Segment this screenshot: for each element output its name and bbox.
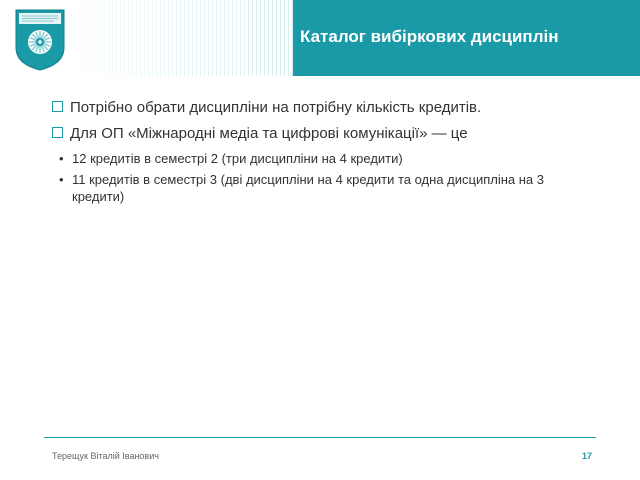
slide-title: Каталог вибіркових дисциплін xyxy=(300,27,559,46)
stripes-fade xyxy=(80,0,295,76)
slide-header xyxy=(0,0,640,76)
checkbox-icon xyxy=(52,127,63,138)
bullet-item xyxy=(52,124,612,144)
sub-bullet-text: 12 кредитів в семестрі 2 (три дисципліни на 4 кредити) xyxy=(72,151,403,166)
bullet-dot-icon: • xyxy=(59,151,64,166)
sub-bullet-item xyxy=(52,150,572,167)
checkbox-icon xyxy=(52,101,63,112)
university-crest-icon xyxy=(14,8,66,72)
slide-content xyxy=(52,98,612,209)
sub-bullet-text: 11 кредитів в семестрі 3 (дві дисципліни на 4 кредити та одна дисципліна на 3 кредити) xyxy=(72,172,544,204)
page-number: 17 xyxy=(581,451,592,461)
bullet-text: Для ОП «Міжнародні медіа та цифрові комунікації» — це xyxy=(70,125,468,142)
sub-bullet-item xyxy=(52,171,572,205)
bullet-item xyxy=(52,98,612,118)
footer-divider xyxy=(44,437,596,438)
footer-author: Терещук Віталій Іванович xyxy=(52,451,159,461)
bullet-dot-icon: • xyxy=(59,172,64,187)
bullet-text: Потрібно обрати дисципліни на потрібну кількість кредитів. xyxy=(70,99,482,116)
